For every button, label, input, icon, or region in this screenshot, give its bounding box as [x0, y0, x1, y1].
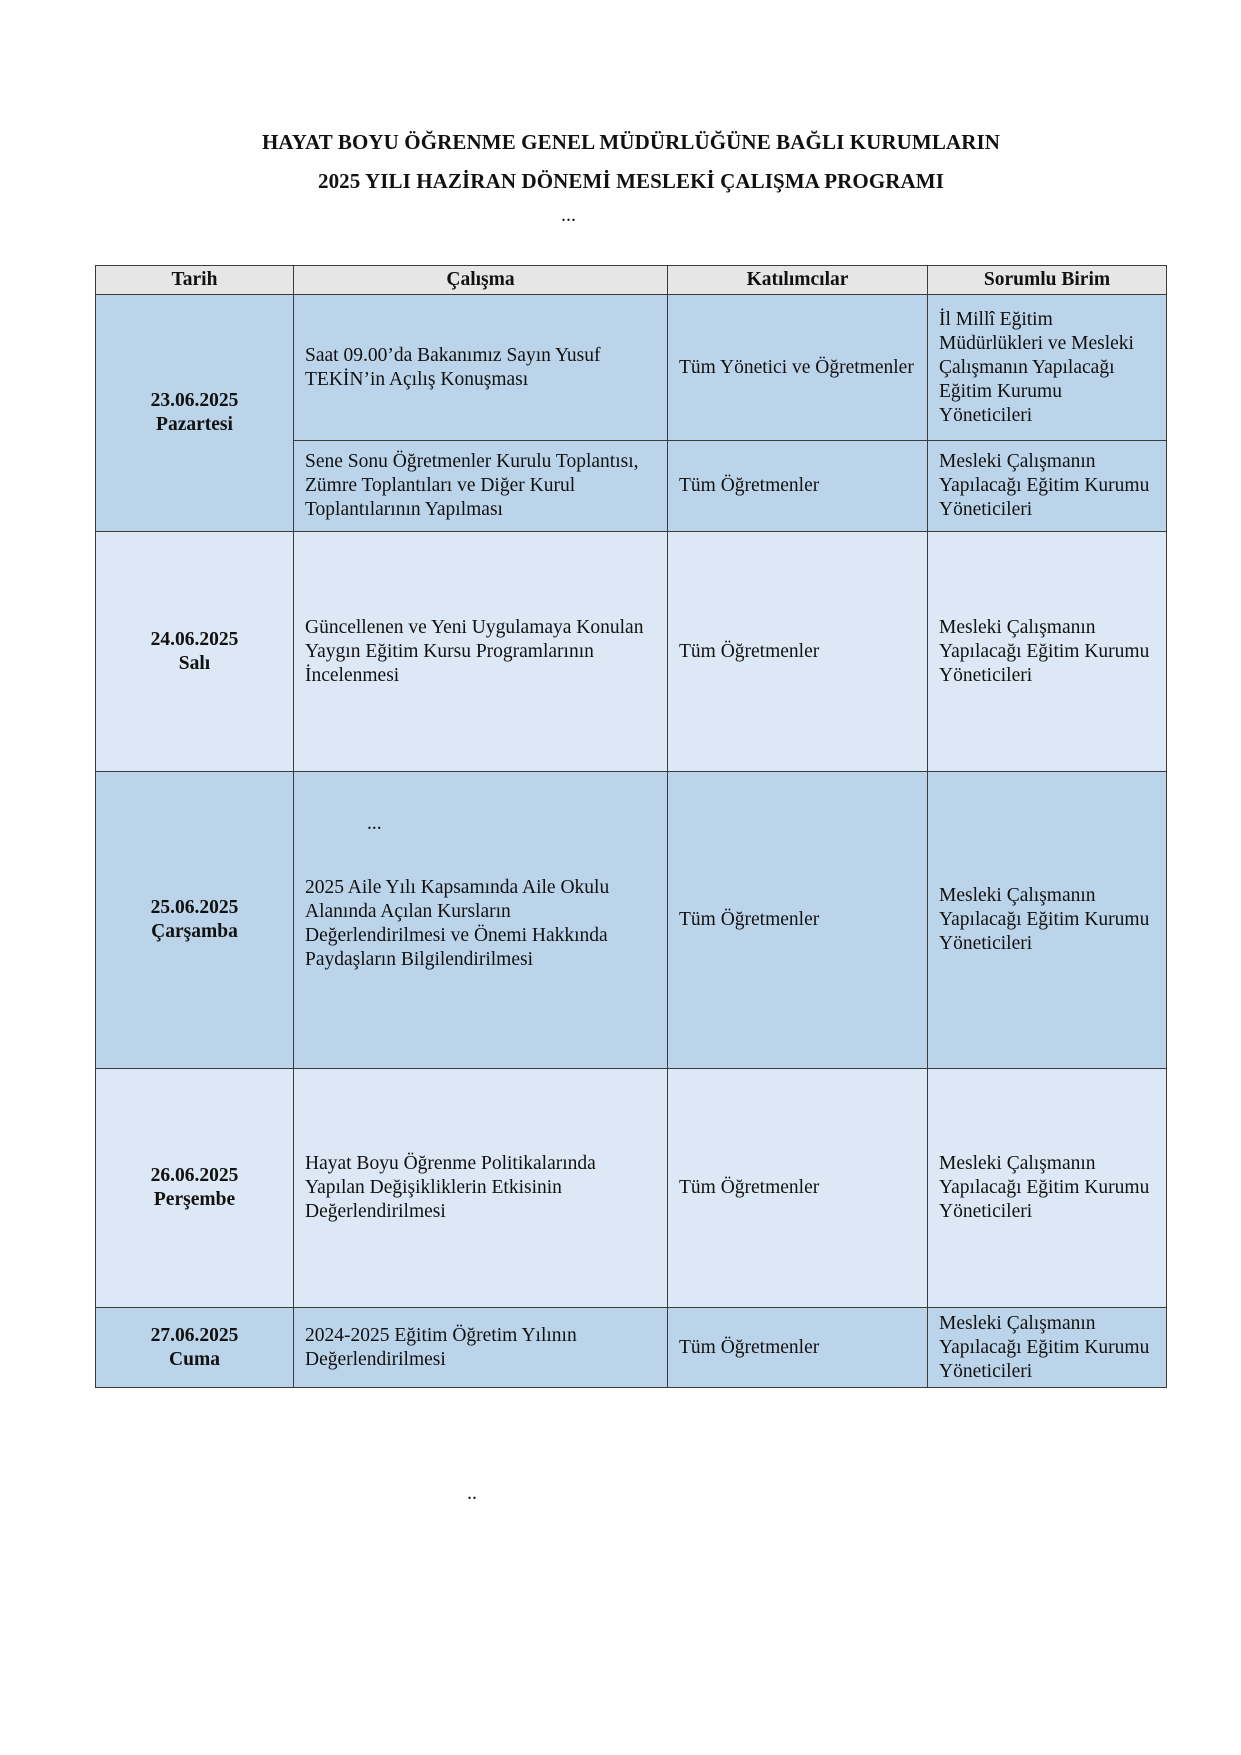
weekday-value: Perşembe — [153, 1189, 236, 1210]
responsible-cell: Mesleki Çalışmanın Yapılacağı Eğitim Kurumu Yöneticileri — [928, 1069, 1167, 1308]
ellipsis-mark: ... — [367, 813, 382, 834]
document-title-line-1: HAYAT BOYU ÖĞRENME GENEL MÜDÜRLÜĞÜNE BAĞLI KURUMLARIN — [261, 130, 1001, 154]
header-participants: Katılımcılar — [668, 266, 928, 295]
weekday-value: Çarşamba — [151, 921, 238, 942]
table-row — [96, 1308, 1167, 1388]
date-cell — [96, 772, 294, 1069]
activity-cell: Güncellenen ve Yeni Uygulamaya Konulan Yaygın Eğitim Kursu Programlarının İncelenmesi — [294, 532, 668, 772]
activity-cell: Saat 09.00’da Bakanımız Sayın Yusuf TEKİN’in Açılış Konuşması — [294, 295, 668, 441]
responsible-cell: Mesleki Çalışmanın Yapılacağı Eğitim Kurumu Yöneticileri — [928, 1308, 1167, 1388]
header-responsible: Sorumlu Birim — [928, 266, 1167, 295]
activity-cell — [294, 772, 668, 1069]
weekday-value: Salı — [178, 652, 211, 674]
program-table — [95, 265, 1167, 1388]
table-row — [96, 532, 1167, 772]
responsible-cell: Mesleki Çalışmanın Yapılacağı Eğitim Kurumu Yöneticileri — [928, 441, 1167, 532]
ellipsis-mark: ... — [561, 204, 576, 226]
participants-cell: Tüm Öğretmenler — [668, 1069, 928, 1308]
participants-cell: Tüm Öğretmenler — [668, 441, 928, 532]
table-row — [96, 772, 1167, 1069]
header-activity: Çalışma — [294, 266, 668, 295]
activity-cell: 2024-2025 Eğitim Öğretim Yılının Değerlendirilmesi — [294, 1308, 668, 1388]
table-row — [96, 1069, 1167, 1308]
responsible-cell: Mesleki Çalışmanın Yapılacağı Eğitim Kurumu Yöneticileri — [928, 532, 1167, 772]
date-value: 26.06.2025 — [150, 1165, 239, 1186]
date-value: 27.06.2025 — [150, 1324, 239, 1346]
table-row — [96, 295, 1167, 441]
activity-text: 2025 Aile Yılı Kapsamında Aile Okulu Alanında Açılan Kursların Değerlendirilmesi ve Önemi Hakkında Paydaşların Bilgilendirilmesi — [305, 877, 610, 970]
ellipsis-mark: .. — [467, 1482, 477, 1504]
date-cell — [96, 1308, 294, 1388]
date-cell — [96, 1069, 294, 1308]
date-cell — [96, 295, 294, 532]
weekday-value: Cuma — [169, 1348, 220, 1370]
participants-cell: Tüm Öğretmenler — [668, 1308, 928, 1388]
participants-cell: Tüm Öğretmenler — [668, 772, 928, 1069]
participants-cell: Tüm Yönetici ve Öğretmenler — [668, 295, 928, 441]
weekday-value: Pazartesi — [156, 414, 233, 435]
date-value: 25.06.2025 — [150, 897, 239, 918]
activity-cell: Hayat Boyu Öğrenme Politikalarında Yapılan Değişikliklerin Etkisinin Değerlendirilmesi — [294, 1069, 668, 1308]
document-title-line-2: 2025 YILI HAZİRAN DÖNEMİ MESLEKİ ÇALIŞMA PROGRAMI — [317, 169, 944, 193]
date-value: 23.06.2025 — [150, 390, 239, 411]
date-cell — [96, 532, 294, 772]
responsible-cell: Mesleki Çalışmanın Yapılacağı Eğitim Kurumu Yöneticileri — [928, 772, 1167, 1069]
activity-cell: Sene Sonu Öğretmenler Kurulu Toplantısı, Zümre Toplantıları ve Diğer Kurul Toplantılarının Yapılması — [294, 441, 668, 532]
responsible-cell: İl Millî Eğitim Müdürlükleri ve Mesleki Çalışmanın Yapılacağı Eğitim Kurumu Yöneticileri — [928, 295, 1167, 441]
header-date: Tarih — [96, 266, 294, 295]
participants-cell: Tüm Öğretmenler — [668, 532, 928, 772]
date-value: 24.06.2025 — [150, 628, 239, 650]
table-header-row — [96, 266, 1167, 295]
